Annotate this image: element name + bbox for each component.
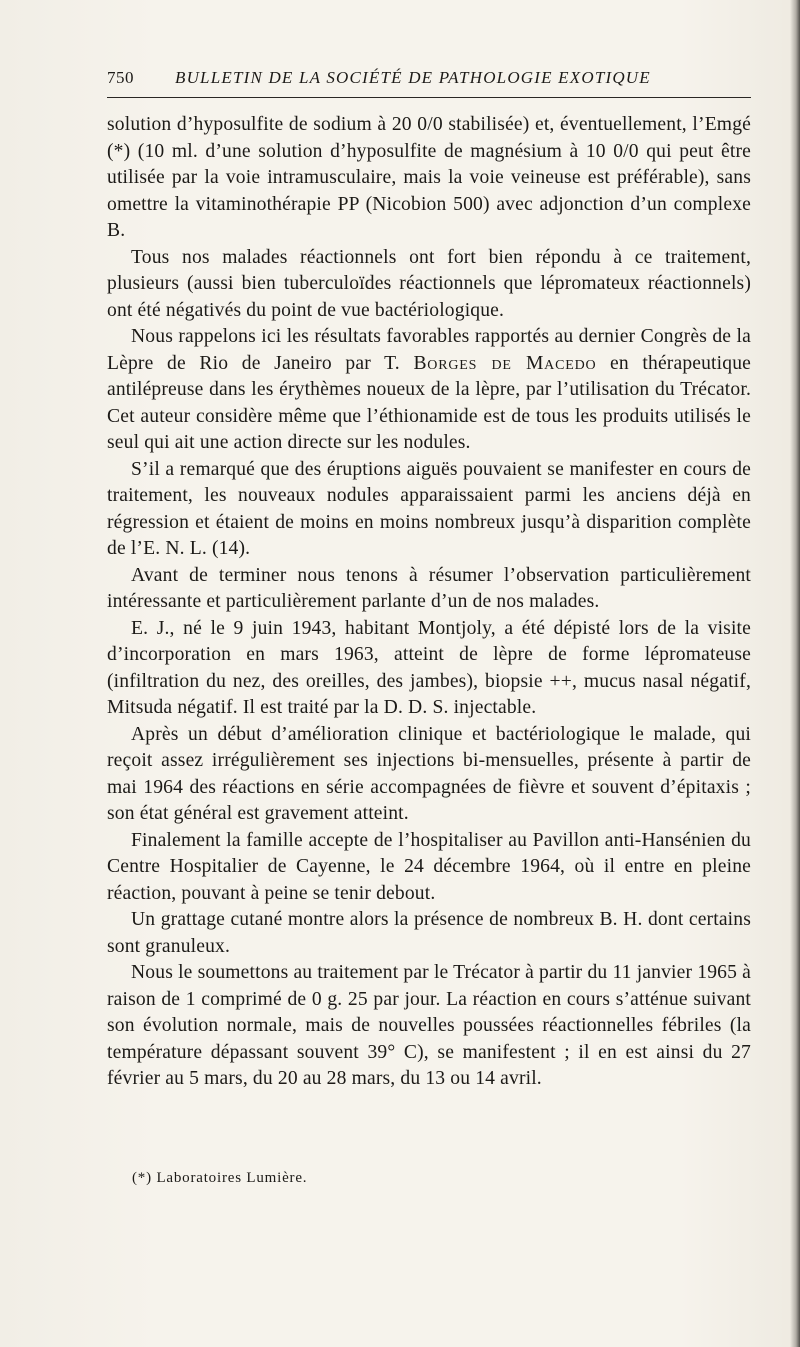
paragraph: Nous le soumettons au traitement par le Trécator à partir du 11 janvier 1965 à raison de 1 comprimé de 0 g. 25 par jour. La réaction en cours s’atténue suivant son évolution normale, mais de nouvelles poussées réactionnelles fébriles (la température dépassant souvent 39° C), se manifestent ; il en est ainsi du 27 février au 5 mars, du 20 au 28 mars, du 13 ou 14 avril.	[107, 962, 751, 1089]
paragraph: Finalement la famille accepte de l’hospitaliser au Pavillon anti-Hansénien du Centre Hospitalier de Cayenne, le 24 décembre 1964, où il entre en pleine réaction, pouvant à peine se tenir debout.	[107, 829, 751, 904]
paragraph: solution d’hyposulfite de sodium à 20 0/0 stabilisée) et, éventuellement, l’Emgé (*) (10 ml. d’une solution d’hyposulfite de magnésium à 10 0/0 qui peut être utilisée par la voie intramusculaire, mais la voie veineuse est préférable), sans omettre la vitaminothérapie PP (Nicobion 500) avec adjonction d’un complexe B.	[107, 114, 751, 241]
paragraph: S’il a remarqué que des éruptions aiguës pouvaient se manifester en cours de traitement, les nouveaux nodules apparaissaient parmi les anciens déjà en régression et étaient de moins en moins nombreux jusqu’à disparition complète de l’E. N. L. (14).	[107, 458, 751, 559]
running-title: BULLETIN DE LA SOCIÉTÉ DE PATHOLOGIE EXOTIQUE	[175, 68, 651, 87]
page-number: 750	[107, 68, 134, 87]
paragraph: Après un début d’amélioration clinique et bactériologique le malade, qui reçoit assez irrégulièrement ses injections bi-mensuelles, présente à partir de mai 1964 des réactions en série accompagnées de fièvre et souvent d’épitaxis ; son état général est gravement atteint.	[107, 723, 751, 824]
body-text	[107, 112, 751, 1093]
paragraph: Un grattage cutané montre alors la présence de nombreux B. H. dont certains sont granuleux.	[107, 909, 751, 957]
header-rule	[107, 97, 751, 98]
paragraph: Avant de terminer nous tenons à résumer l’observation particulièrement intéressante et particulièrement parlante d’un de nos malades.	[107, 564, 751, 612]
paragraph	[107, 324, 751, 457]
paragraph: Tous nos malades réactionnels ont fort bien répondu à ce traitement, plusieurs (aussi bien tuberculoïdes réactionnels que lépromateux réactionnels) ont été négativés du point de vue bactériologique.	[107, 246, 751, 321]
paragraph: E. J., né le 9 juin 1943, habitant Montjoly, a été dépisté lors de la visite d’incorporation en mars 1963, atteint de lèpre de forme lépromateuse (infiltration du nez, des oreilles, des jambes), biopsie ++, mucus nasal négatif, Mitsuda négatif. Il est traité par la D. D. S. injectable.	[107, 617, 751, 718]
running-header	[107, 68, 751, 96]
paragraph-text: en thérapeutique antilépreuse dans les érythèmes noueux de la lèpre, par l’utilisation du Trécator. Cet auteur considère même que l’éthionamide est de tous les produits utilisés le seul qui ait une action directe sur les nodules.	[107, 352, 751, 453]
author-name: Borges de Macedo	[413, 352, 597, 374]
paragraph-text: Nous rappelons ici les résultats favorables rapportés au dernier Congrès de la Lèpre de Rio de Janeiro par T.	[107, 326, 751, 374]
footnote: (*) Laboratoires Lumière.	[132, 1170, 308, 1186]
page-edge-shadow	[790, 0, 800, 1347]
